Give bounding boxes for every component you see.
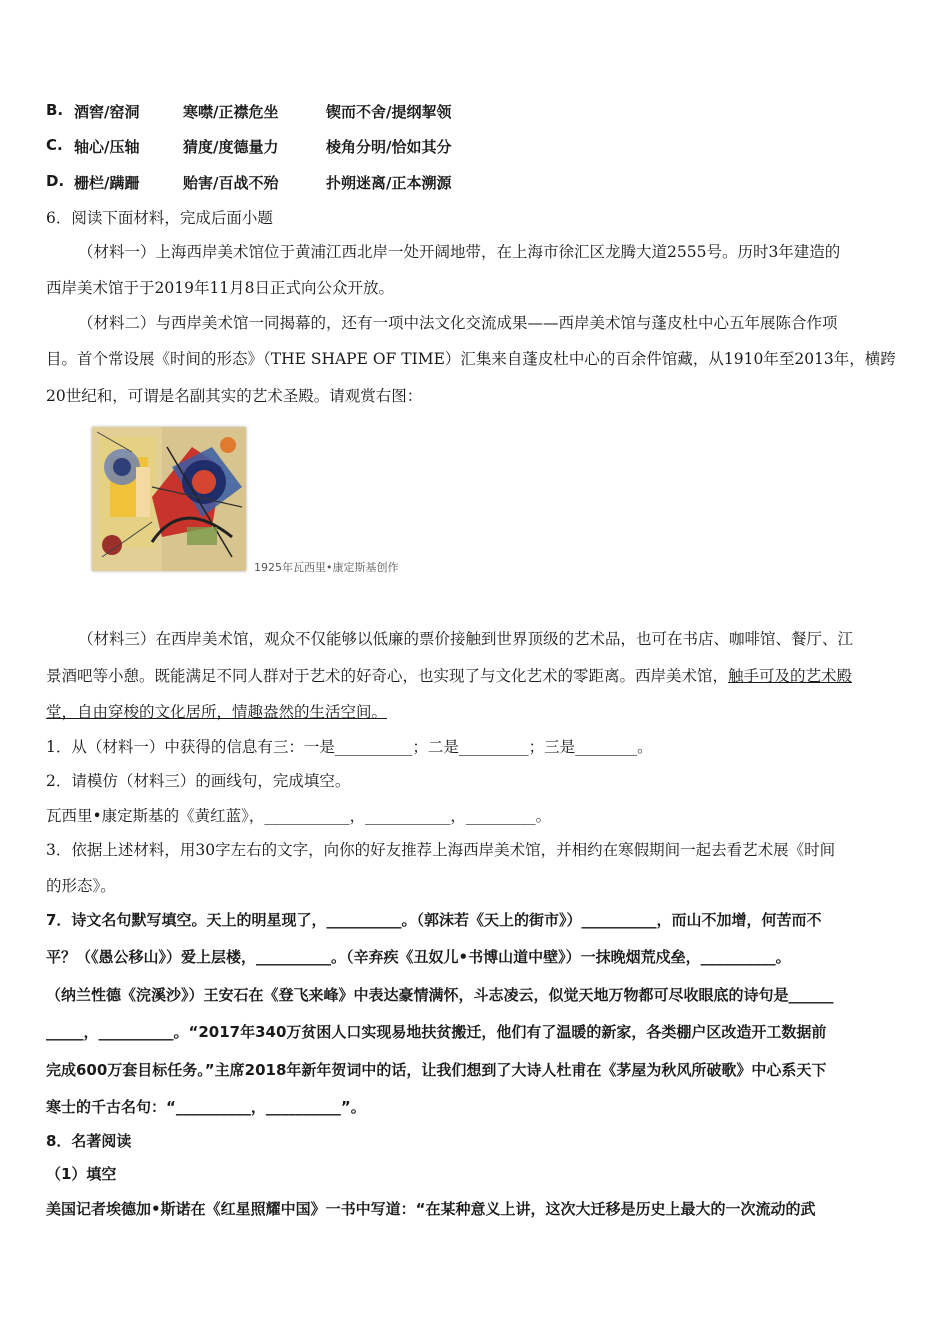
q6-sub-1: 1．从（材料一）中获得的信息有三：一是__________；二是_________；三是________。 [46, 738, 653, 756]
painting-image [92, 427, 246, 571]
q8-line-1: 美国记者埃德加•斯诺在《红星照耀中国》一书中写道：“在某种意义上讲，这次大迁移是历史上最大的一次流动的武 [46, 1200, 816, 1218]
material-3-line-2-text: 景酒吧等小憩。既能满足不同人群对于艺术的好奇心，也实现了与文化艺术的零距离。西岸美术馆， [46, 667, 729, 685]
option-b-label: B. [46, 101, 64, 119]
q7-line-5: 完成600万套目标任务。”主席2018年新年贺词中的话，让我们想到了大诗人杜甫在《茅屋为秋风所破歌》中心系天下 [46, 1061, 827, 1079]
option-d-a: 栅栏/蹒跚 [74, 174, 140, 192]
q6-sub-2: 2．请模仿（材料三）的画线句，完成填空。 [46, 772, 351, 790]
option-c-a: 轴心/压轴 [74, 138, 140, 156]
underlined-sentence-part-1: 触手可及的艺术殿 [728, 667, 853, 685]
q7-line-3: （纳兰性德《浣溪沙》）王安石在《登飞来峰》中表达豪情满怀，斗志凌云，似觉天地万物都可尽收眼底的诗句是______ [46, 986, 834, 1004]
material-1-line-2: 西岸美术馆于于2019年11月8日正式向公众开放。 [46, 279, 395, 297]
material-3-line-2 [46, 665, 906, 687]
q7-line-4: _____，__________。“2017年340万贫困人口实现易地扶贫搬迁，他们有了温暖的新家，各类棚户区改造开工数据前 [46, 1023, 827, 1041]
material-1-line-1: （材料一）上海西岸美术馆位于黄浦江西北岸一处开阔地带，在上海市徐汇区龙腾大道2555号。历时3年建造的 [78, 243, 841, 261]
q8-title: 8．名著阅读 [46, 1132, 132, 1150]
q6-sub-2-fill: 瓦西里•康定斯基的《黄红蓝》，___________，___________，_________。 [46, 807, 552, 825]
painting-caption: 1925年瓦西里•康定斯基创作 [254, 561, 399, 574]
option-d-label: D. [46, 172, 65, 190]
option-c-b: 猜度/度德量力 [183, 138, 279, 156]
underlined-sentence-part-2: 堂，自由穿梭的文化居所，情趣盎然的生活空间。 [46, 703, 388, 721]
q8-subtitle: （1）填空 [46, 1165, 117, 1183]
kandinsky-painting [92, 427, 246, 571]
option-d-b: 贻害/百战不殆 [183, 174, 279, 192]
option-d-c: 扑朔迷离/正本溯源 [326, 174, 452, 192]
q7-line-1: 7．诗文名句默写填空。天上的明星现了，__________。（郭沫若《天上的街市》）__________，而山不加增，何苦而不 [46, 911, 822, 929]
material-2-line-3: 20世纪和，可谓是名副其实的艺术圣殿。请观赏右图： [46, 387, 423, 405]
option-b-c: 锲而不舍/提纲挈领 [326, 103, 452, 121]
q6-sub-3-line-1: 3．依据上述材料，用30字左右的文字，向你的好友推荐上海西岸美术馆，并相约在寒假期间一起去看艺术展《时间 [46, 841, 836, 859]
q7-line-6: 寒士的千古名句：“__________，__________”。 [46, 1098, 366, 1116]
option-c-label: C. [46, 136, 63, 154]
q6-title: 6．阅读下面材料，完成后面小题 [46, 209, 273, 227]
option-b-a: 酒窖/窑洞 [74, 103, 140, 121]
material-2-line-1: （材料二）与西岸美术馆一同揭幕的，还有一项中法文化交流成果——西岸美术馆与蓬皮杜中心五年展陈合作项 [78, 314, 838, 332]
q6-sub-3-line-2: 的形态》。 [46, 877, 116, 895]
material-2-line-2: 目。首个常设展《时间的形态》（THE SHAPE OF TIME）汇集来自蓬皮杜中心的百余件馆藏，从1910年至2013年，横跨 [46, 350, 896, 368]
material-3-line-1: （材料三）在西岸美术馆，观众不仅能够以低廉的票价接触到世界顶级的艺术品，也可在书店、咖啡馆、餐厅、江 [78, 630, 854, 648]
option-c-c: 棱角分明/恰如其分 [326, 138, 452, 156]
option-b-b: 寒噤/正襟危坐 [183, 103, 279, 121]
q7-line-2: 平？（《愚公移山》）爱上层楼，__________。（辛弃疾《丑奴儿•书博山道中壁》）一抹晚烟荒戍垒，__________。 [46, 948, 791, 966]
